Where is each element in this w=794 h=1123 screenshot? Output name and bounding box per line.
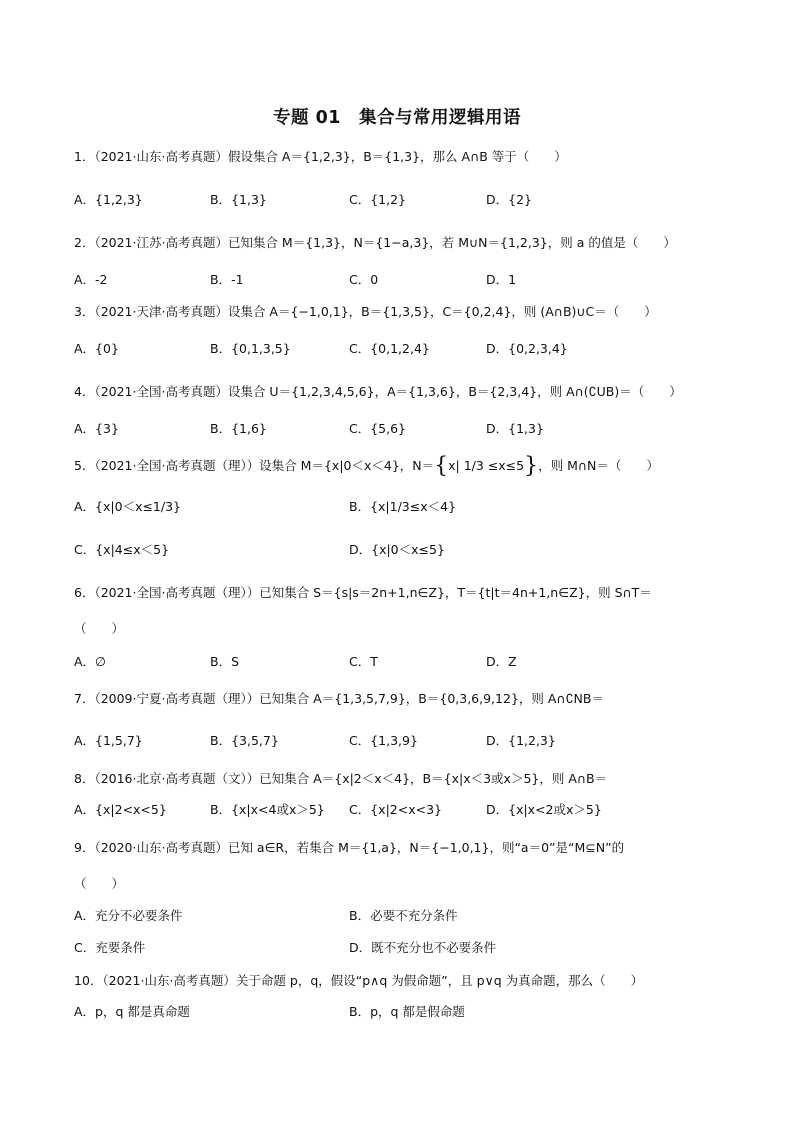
question-7-option-d: D．{1,2,3} [486,733,556,748]
question-5-option-d: D．{x|0＜x≤5} [349,542,445,557]
question-3-option-a: A．{0} [74,341,119,356]
question-5-option-b: B．{x|1/3≤x＜4} [349,499,457,514]
question-4-stem: 4．（2021·全国·高考真题）设集合 U＝{1,2,3,4,5,6}，A＝{1,3,6}，B＝{2,3,4}，则 A∩(∁UB)＝（ ） [74,384,682,399]
question-4-option-c: C．{5,6} [349,421,407,436]
question-10-stem: 10．（2021·山东·高考真题）关于命题 p，q，假设“p∧q 为假命题”，且 p∨q 为真命题，那么（ ） [74,973,644,988]
question-5-option-a: A．{x|0＜x≤1/3} [74,499,182,514]
question-8-option-c: C．{x|2<x<3} [349,802,442,817]
question-2-option-b: B．-1 [210,272,244,287]
question-1-option-a: A．{1,2,3} [74,192,143,207]
question-9-option-c: C．充要条件 [74,940,146,955]
question-7-option-a: A．{1,5,7} [74,733,143,748]
question-7-stem: 7．（2009·宁夏·高考真题（理））已知集合 A＝{1,3,5,7,9}，B＝{0,3,6,9,12}，则 A∩∁NB＝ [74,691,604,706]
question-9-option-b: B．必要不充分条件 [349,908,458,923]
question-4-option-a: A．{3} [74,421,119,436]
question-1-option-b: B．{1,3} [210,192,267,207]
question-10-option-b: B．p，q 都是假命题 [349,1004,465,1019]
page-title: 专题 01 集合与常用逻辑用语 [273,108,521,128]
question-6-option-d: D．Z [486,654,517,669]
question-9-option-d: D．既不充分也不必要条件 [349,940,497,955]
question-1-option-d: D．{2} [486,192,532,207]
question-6-option-b: B．S [210,654,240,669]
brace-right: } [524,453,539,479]
question-4-option-d: D．{1,3} [486,421,544,436]
question-2-option-a: A．-2 [74,272,108,287]
question-3-stem: 3．（2021·天津·高考真题）设集合 A＝{−1,0,1}，B＝{1,3,5}，C＝{0,2,4}，则 (A∩B)∪C＝（ ） [74,304,657,319]
question-8-option-d: D．{x|x<2或x＞5} [486,802,602,817]
question-7-option-b: B．{3,5,7} [210,733,279,748]
question-4-option-b: B．{1,6} [210,421,267,436]
question-5-option-c: C．{x|4≤x＜5} [74,542,170,557]
question-9-stem-cont: （ ） [74,876,125,891]
question-6-stem: 6．（2021·全国·高考真题（理））已知集合 S＝{s|s＝2n+1,n∈Z}，T＝{t|t＝4n+1,n∈Z}，则 S∩T＝ [74,585,652,600]
question-5-stem [74,453,754,479]
question-10-option-a: A．p，q 都是真命题 [74,1004,190,1019]
question-5-n-set: x| 1/3 ≤x≤5 [448,458,525,473]
question-2-option-d: D．1 [486,272,517,287]
question-5-stem-lead: 5．（2021·全国·高考真题（理））设集合 M＝{x|0＜x＜4}，N＝ [74,458,435,473]
question-3-option-d: D．{0,2,3,4} [486,341,568,356]
question-7-option-c: C．{1,3,9} [349,733,418,748]
question-1-stem: 1．（2021·山东·高考真题）假设集合 A＝{1,2,3}，B＝{1,3}，那么 A∩B 等于（ ） [74,149,567,164]
question-8-option-a: A．{x|2<x<5} [74,802,167,817]
question-3-option-b: B．{0,1,3,5} [210,341,291,356]
question-8-option-b: B．{x|x<4或x＞5} [210,802,325,817]
question-1-option-c: C．{1,2} [349,192,407,207]
question-6-option-a: A．∅ [74,654,106,669]
question-5-stem-tail: ，则 M∩N＝（ ） [538,458,659,473]
question-6-option-c: C．T [349,654,378,669]
question-2-stem: 2．（2021·江苏·高考真题）已知集合 M＝{1,3}，N＝{1−a,3}，若 M∪N＝{1,2,3}，则 a 的值是（ ） [74,235,676,250]
question-9-stem: 9．（2020·山东·高考真题）已知 a∈R，若集合 M＝{1,a}，N＝{−1,0,1}，则“a＝0”是“M⊆N”的 [74,840,625,855]
question-9-option-a: A．充分不必要条件 [74,908,183,923]
question-3-option-c: C．{0,1,2,4} [349,341,430,356]
question-2-option-c: C．0 [349,272,379,287]
question-6-stem-cont: （ ） [74,621,125,636]
brace-left: { [434,453,449,479]
question-8-stem: 8．（2016·北京·高考真题（文））已知集合 A＝{x|2＜x＜4}，B＝{x|x＜3或x＞5}，则 A∩B＝ [74,771,608,786]
